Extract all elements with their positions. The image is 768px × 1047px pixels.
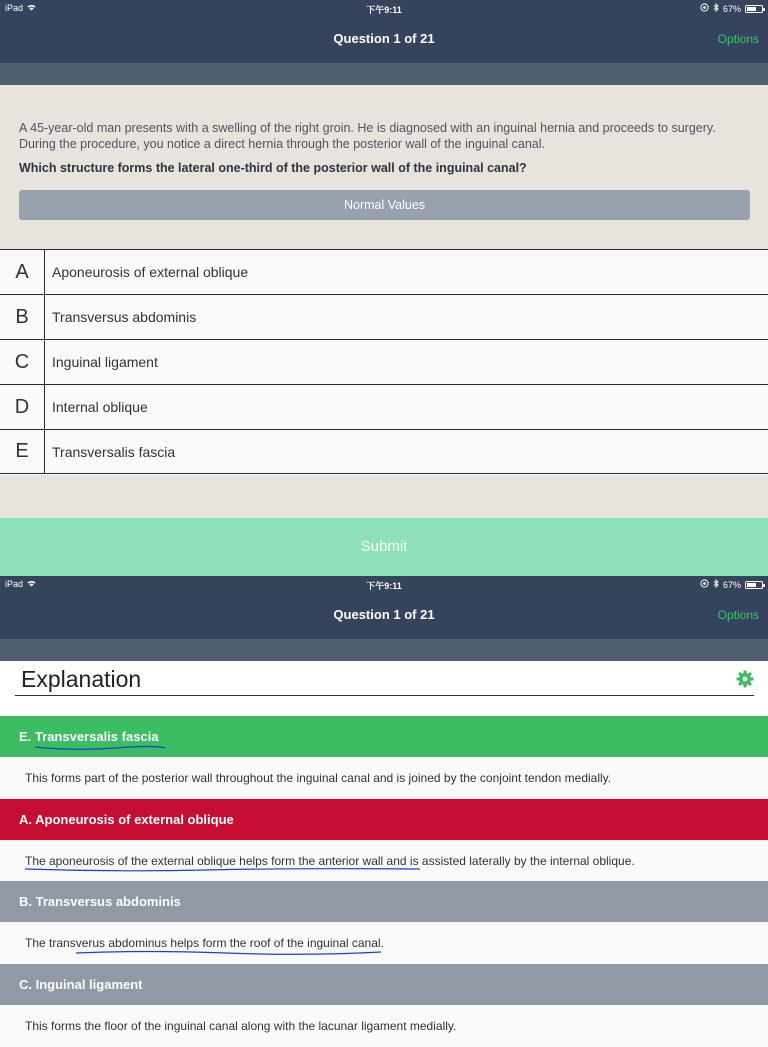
question-panel xyxy=(0,85,768,249)
answer-text: Transversus abdominis xyxy=(52,309,197,325)
highlighted-text xyxy=(76,922,372,964)
status-bar xyxy=(0,576,768,592)
explanation-heading-label: Transversalis fascia xyxy=(34,729,159,744)
explanation-body xyxy=(0,840,768,882)
answer-letter: A xyxy=(0,250,45,294)
explanation-body: This forms part of the posterior wall throughout the inguinal canal and is joined by the conjoint tendon medially. xyxy=(0,757,768,799)
explanation-body-rest: al. xyxy=(371,936,384,950)
explanation-body-pre: The trans xyxy=(25,936,76,950)
sub-bar xyxy=(0,639,768,661)
answer-option-c[interactable] xyxy=(0,339,768,384)
answer-text: Internal oblique xyxy=(52,399,148,415)
battery-icon xyxy=(745,5,763,13)
question-prompt: Which structure forms the lateral one-third of the posterior wall of the inguinal canal? xyxy=(19,161,527,175)
gear-icon[interactable] xyxy=(736,670,754,688)
nav-bar xyxy=(0,16,768,63)
answer-option-b[interactable] xyxy=(0,294,768,339)
explanation-body-rest: and is assisted laterally by the internal oblique. xyxy=(383,854,635,868)
sub-bar xyxy=(0,63,768,85)
submit-button[interactable]: Submit xyxy=(0,518,768,576)
normal-values-button[interactable]: Normal Values xyxy=(19,190,750,220)
explanation-item-correct xyxy=(0,716,768,799)
answer-text: Transversalis fascia xyxy=(52,443,176,460)
answer-letter: E xyxy=(0,430,45,473)
explanation-item-c xyxy=(0,964,768,1047)
explanation-item-a xyxy=(0,799,768,882)
spacer xyxy=(0,475,768,518)
explanation-heading xyxy=(0,716,768,757)
bluetooth-icon xyxy=(713,3,719,14)
nav-bar xyxy=(0,592,768,639)
orientation-lock-icon xyxy=(700,579,709,590)
answer-letter: D xyxy=(0,385,45,429)
handwritten-underline xyxy=(35,757,165,763)
status-bar xyxy=(0,0,768,16)
device-label: iPad xyxy=(5,579,24,589)
explanation-heading-prefix: E. xyxy=(19,729,35,744)
question-stem: A 45-year-old man presents with a swelling of the right groin. He is diagnosed with an inguinal hernia and proceeds to surgery. During the procedure, you notice a direct hernia through the posterior wall of the inguinal canal. xyxy=(19,121,716,151)
options-button[interactable]: Options xyxy=(717,608,759,622)
battery-icon xyxy=(745,581,763,589)
divider xyxy=(15,695,754,696)
explanation-heading: C. Inguinal ligament xyxy=(0,964,768,1005)
explanation-body xyxy=(0,922,768,964)
explanation-title: Explanation xyxy=(21,666,142,692)
bluetooth-icon xyxy=(713,579,719,590)
highlighted-text-content: verus abdominus helps form the roof of the inguinal can xyxy=(75,936,372,950)
answer-text: Inguinal ligament xyxy=(52,354,158,370)
highlighted-text-content: The aponeurosis of the external oblique helps form the anterior wall xyxy=(25,854,384,868)
orientation-lock-icon xyxy=(700,3,709,14)
nav-title: Question 1 of 21 xyxy=(333,31,435,46)
status-time: 下午9:11 xyxy=(366,581,402,591)
answer-letter: C xyxy=(0,340,45,384)
answer-text: Aponeurosis of external oblique xyxy=(52,264,249,280)
answer-option-e[interactable] xyxy=(0,429,768,474)
explanation-header xyxy=(0,661,768,716)
explanation-heading: A. Aponeurosis of external oblique xyxy=(0,799,768,840)
explanation-body: This forms the floor of the inguinal canal along with the lacunar ligament medially. xyxy=(0,1005,768,1047)
options-button[interactable]: Options xyxy=(717,32,759,46)
explanation-item-b xyxy=(0,881,768,964)
battery-percent: 67% xyxy=(722,3,741,14)
answer-list xyxy=(0,249,768,474)
answer-letter: B xyxy=(0,295,45,339)
explanation-heading-text xyxy=(35,716,159,757)
battery-percent: 67% xyxy=(722,579,741,590)
highlighted-text xyxy=(25,840,383,882)
answer-option-a[interactable] xyxy=(0,249,768,294)
device-label: iPad xyxy=(5,3,24,13)
nav-title: Question 1 of 21 xyxy=(333,607,435,622)
answer-option-d[interactable] xyxy=(0,384,768,429)
status-time: 下午9:11 xyxy=(366,5,402,15)
explanation-heading: B. Transversus abdominis xyxy=(0,881,768,922)
